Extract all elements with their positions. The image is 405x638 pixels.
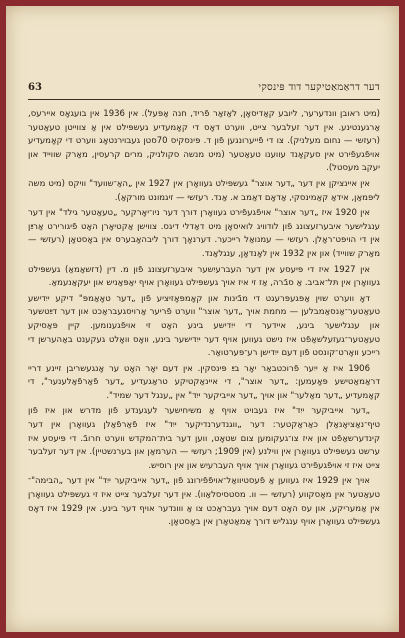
paragraph: „דער אייביקער ייִד" איז געבויט אויף אַ משיחישער לעגענדע פֿון מדרש און איז פֿון טיף־נאַציאָנאַלן כאַראַקטער: דער „ווגנדערנדיקער ייִד" איז פֿאַרפֿאַלן געוואָרן אין דער קינדערשאַפֿט און איז צו־געקומען צום שטאָט, ווען דער בית־המקדש ווערט חרובֿ. די פּיעסע איז ערשט געשפּילט געוואָרן אין ווילנע (אין 1909; רעזשי — הערמאַן און בערנשטיין). אין דער זעלבער צייט איז זי אויפֿגעפֿירט געוואָרן אויך אויף העברעיִש און אין רוסיש. <box>28 406 380 471</box>
paragraph: אין 1927 איז די פּיעסע אין דער העברעיִשער איבערזעצונג פֿון מ. דין (דזשאַמאַ) געשפּילט געוואָרן אין תּל־אביב. אַ סבֿרה, אַז זי איז אויך געשפּילט געוואָרן אויף יאַפּאַניש און יעקאַנעמאַ. <box>28 264 380 289</box>
page-header <box>28 82 380 98</box>
page-frame <box>6 6 399 632</box>
paragraph: אין איינציקן אין דער „דער אוצר" געשפּילט געוואָרן אין 1927 אין „האַ־שוועד" וויקס (מיט משה ליפּמאַן, אידאַ קאַמינסקי, אַדאָם דאַמב א. אַנד. רעזשי — זיגמונט מורקאַ). <box>28 178 380 203</box>
paragraph: אויך אין 1929 איז געווען אַ פֿעסטיוואַל־אויפֿפֿירונג פֿון „דער אייביקער ייִד" אין דער „הבימה"־טעאַטער אין מאָסקווע (רעזשי — וו. מסטסיסלאַוו). אין דער זעלבער צייט איז זי געשפּילט געוואָרן אין אַמעריקע, און עס האָט דעם אויך געבראַכט צו אַ ווונדער אויף דער בינע. אין 1929 איז דאָס געשפּילט געוואָרן אויף ענגליש דורך אַמאַטאָרן אין באָסטאָן. <box>28 476 380 528</box>
body-text <box>28 108 380 532</box>
paragraph: (מיט ראובן וונדערער, ליובע קאַדיסאָן, לאַזאַר פֿריד, חנה אַפּעל). אין 1936 אין בועגאָס איירעס, אַרגענטינע. אין דער זעלבער צייט, ווערט דאָס די קאָמעדיע געשפּילט אין אַ צווייטן טעאַטער (רעזשי — נחום מעלניק). צו די פֿייערונגען פֿון ד. פּינסקיס 70סטן געבוירנטאָג ווערט די קאָמעדיע אויפֿגעפֿירט אין סעקאָנד עווענו טעאַטער (מיט מנשה סקולניק, מרים קרעסין, מאַרק שווייד און יעקב מעסטל). <box>28 109 380 174</box>
paragraph: 1906 איז אַ ייִער פֿרוכטבאַר יאָר בײַ פּינסקין. אין דעם יאָר האָט ער אָנגעשריבן זיינע דריי דראַמאַטישע פּאָעמען: „דער אוצר", די איינאַקטיקע טראַגעדיע „דער פֿאַרפֿאַלענער", די קאָמעדיע „דער מאַלער" און אויך „דער אייביקער ייִד" אין „ענגל דער שמיד". <box>28 363 380 401</box>
book-page <box>28 70 380 630</box>
running-title: דער דראַמאַטיקער דוד פּינסקי <box>258 82 380 93</box>
header-rule <box>28 99 380 100</box>
paragraph: דאָ ווערט שוין אַפּגעפּרעגט די מבֿינות און קאָמפּאָזיציע פֿון „דער טאָאַמפּ" דיקע ייִדישע טעאַטער־אַנסאַמבלען — מחמת אויך „דער אוצר" ווערט פֿריער אַרויסגעבראַכט און דער דײַטשער און ענגלישער בינע, איידער די ייִדישע בינע האָט זי אויפֿגענומען. קיין פּאַסיקע טעאַטער־געזעלשאַפֿט איז נישט געווען אויף דער ייִדישער בינע, וואָס וואָלט געקענט באַהערשן די רייכע וואָרט־קונסט פֿון דעם ייִדישן רע־פּערטואַר. <box>28 293 380 359</box>
paragraph: אין 1920 איז „דער אוצר" אויפֿגעפֿירט געוואָרן דורך דער ניו־יאָרקער „טעאַטער גילד" אין דער ענגלישער איבערזעצונג פֿון לודוויג לואיסאָן מיט דאַדלי דיגס. צווישן אַקטיאָרן האָט פֿיגורירט אַרײַן אין די הויפּט־ראָלן. רעזשי — עמנואַל רייכער. דערנאָך דורך ליבהאָבערס אין באָסטאָן (רעזשי — מאַרק שווייד) און אין 1932 אין לאָנדאָן, ענגלאַנד. <box>28 208 380 259</box>
page-number: 63 <box>28 82 42 93</box>
